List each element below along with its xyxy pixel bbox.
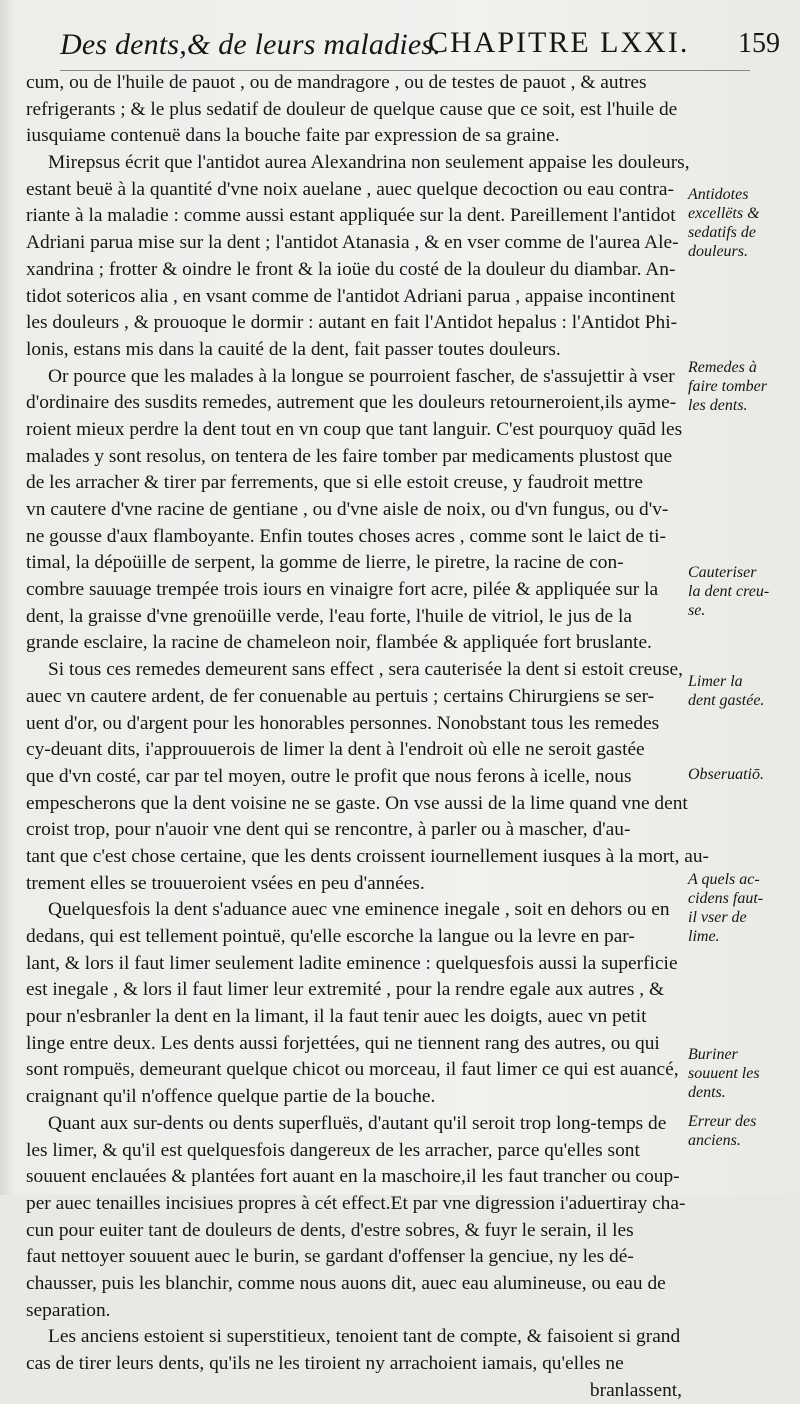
margin-note bbox=[688, 870, 800, 946]
margin-note-line: douleurs. bbox=[688, 243, 748, 260]
running-title: Des dents,& de leurs maladies. bbox=[60, 28, 441, 61]
text-line: timal, la dépoüille de serpent, la gomme de lierre, le piretre, la racine de con- bbox=[26, 552, 624, 574]
margin-note-line: Erreur des bbox=[688, 1113, 757, 1130]
text-line: branlassent, bbox=[589, 1379, 682, 1401]
text-line: Mirepsus écrit que l'antidot aurea Alexandrina non seulement appaise les douleurs, bbox=[48, 152, 690, 174]
text-line: Quelquesfois la dent s'aduance auec vne eminence inegale , soit en dehors ou en bbox=[48, 899, 670, 921]
text-line: lant, & lors il faut limer seulement ladite eminence : quelquesfois aussi la superficie bbox=[26, 952, 678, 974]
text-line: Adriani parua mise sur la dent ; l'antidot Atanasia , & en vser comme de l'aurea Ale- bbox=[26, 232, 679, 254]
margin-note-line: anciens. bbox=[688, 1132, 741, 1149]
text-line: cum, ou de l'huile de pauot , ou de mandragore , ou de testes de pauot , & autres bbox=[26, 72, 647, 93]
text-line: dent, la graisse d'vne grenoüille verde, l'eau forte, l'huile de vitriol, le jus de la bbox=[26, 605, 633, 627]
text-line: que d'vn costé, car par tel moyen, outre le profit que nous ferons à icelle, nous bbox=[26, 765, 632, 787]
text-line: Or pource que les malades à la longue se pourroient fascher, de s'assujettir à vser bbox=[48, 365, 675, 387]
text-line: malades y sont resolus, on tentera de les faire tomber par medicaments plustost que bbox=[26, 445, 673, 467]
text-line: iusquiame contenuë dans la bouche faite par expression de sa graine. bbox=[26, 125, 560, 147]
margin-note-line: Buriner bbox=[688, 1046, 738, 1063]
text-line: combre sauuage trempée trois iours en vinaigre fort acre, pilée & appliquée sur la bbox=[26, 579, 659, 601]
text-line: les douleurs , & prouoque le dormir : autant en fait l'Antidot hepalus : l'Antidot Phi- bbox=[26, 312, 678, 334]
margin-note-line: cidens faut- bbox=[688, 890, 764, 907]
text-line: uent d'or, ou d'argent pour les honorables personnes. Nonobstant tous les remedes bbox=[26, 712, 660, 734]
margin-note bbox=[688, 185, 800, 261]
margin-note-line: excellëts & bbox=[688, 205, 760, 222]
text-line: pour n'esbranler la dent en la limant, il la faut tenir auec les doigts, auec vn petit bbox=[26, 1006, 647, 1028]
margin-note-line: dent gastée. bbox=[688, 692, 765, 709]
text-line: d'ordinaire des susdits remedes, autrement que les douleurs retourneroient,ils ayme- bbox=[26, 392, 677, 414]
margin-note-line: Limer la bbox=[688, 673, 743, 690]
text-line: croist trop, pour n'auoir vne dent qui se rencontre, à parler ou à mascher, d'au- bbox=[26, 819, 631, 841]
margin-note-line: A quels ac- bbox=[688, 871, 760, 888]
margin-note bbox=[688, 358, 800, 415]
text-line: tidot sotericos alia , en vsant comme de l'antidot Adriani parua , appaise incontinent bbox=[26, 285, 676, 307]
margin-note-line: lime. bbox=[688, 928, 720, 945]
margin-note-line: Remedes à bbox=[688, 359, 757, 376]
text-line: per auec tenailles incisiues propres à cét effect.Et par vne digression i'aduertiray cha- bbox=[26, 1192, 686, 1214]
margin-note-line: Cauteriser bbox=[688, 564, 757, 581]
text-line: dedans, qui est tellement pointuë, qu'elle escorche la langue ou la levre en par- bbox=[26, 926, 635, 947]
margin-note bbox=[688, 672, 800, 710]
text-line: sont rompuës, demeurant quelque chicot ou morceau, il faut limer ce qui est auancé, bbox=[26, 1059, 679, 1081]
text-line: empescherons que la dent voisine ne se gaste. On vse aussi de la lime quand vne dent bbox=[26, 792, 688, 814]
margin-note-line: il vser de bbox=[688, 909, 747, 926]
text-line: de les arracher & tirer par ferrements, que si elle estoit creuse, y faudroit mettre bbox=[26, 472, 643, 494]
text-line: cun pour euiter tant de douleurs de dents, d'estre sobres, & fuyr le serain, il les bbox=[26, 1219, 634, 1241]
margin-note-line: se. bbox=[688, 602, 706, 619]
text-line: lonis, estans mis dans la cauité de la dent, fait passer toutes douleurs. bbox=[26, 338, 561, 360]
text-line: cas de tirer leurs dents, qu'ils ne les tiroient ny arrachoient iamais, qu'elles ne bbox=[26, 1353, 624, 1374]
text-line: vn cautere d'vne racine de gentiane , ou d'vne aisle de noix, ou d'vn fungus, ou d'v- bbox=[26, 499, 669, 520]
margin-note bbox=[688, 765, 800, 784]
margin-note-line: la dent creu- bbox=[688, 583, 770, 600]
text-line: est inegale , & lors il faut limer leur extremité , pour la rendre egale aux autres , & bbox=[26, 979, 665, 1001]
margin-note-line: Antidotes bbox=[688, 186, 749, 203]
chapter-heading: CHAPITRE LXXI. bbox=[428, 26, 690, 59]
margin-note-line: faire tomber bbox=[688, 378, 767, 395]
margin-note-line: Obseruatiō. bbox=[688, 766, 764, 783]
text-line: tant que c'est chose certaine, que les dents croissent iournellement iusques à la mort, au- bbox=[26, 845, 710, 867]
running-header bbox=[60, 22, 780, 71]
margin-note bbox=[688, 1112, 800, 1150]
text-line: separation. bbox=[26, 1299, 111, 1321]
text-line: linge entre deux. Les dents aussi forjettées, qui ne tiennent rang des autres, ou qui bbox=[26, 1032, 660, 1054]
text-line: Quant aux sur-dents ou dents superfluës, d'autant qu'il seroit trop long-temps de bbox=[48, 1112, 667, 1134]
text-line: ne gousse d'aux flamboyante. Enfin toutes choses acres , comme sont le laict de ti- bbox=[26, 525, 666, 547]
text-line: riante à la maladie : comme aussi estant appliquée sur la dent. Pareillement l'antidot bbox=[26, 205, 676, 227]
text-line: cy-deuant dits, i'approuuerois de limer la dent à l'endroit où elle ne seroit gastée bbox=[26, 739, 645, 761]
text-line: grande esclaire, la racine de chameleon noir, flambée & appliquée fort bruslante. bbox=[26, 632, 652, 654]
text-line: les limer, & qu'il est quelquesfois dangereux de les arracher, parce qu'elles sont bbox=[26, 1139, 640, 1161]
margin-note-line: dents. bbox=[688, 1084, 726, 1101]
margin-note-line: souuent les bbox=[688, 1065, 760, 1082]
text-line: Si tous ces remedes demeurent sans effect , sera cauterisée la dent si estoit creuse, bbox=[48, 659, 683, 681]
page-number: 159 bbox=[738, 28, 780, 59]
text-line: auec vn cautere ardent, de fer conuenable au pertuis ; certains Chirurgiens se ser- bbox=[26, 685, 655, 707]
text-line: souuent enclauées & plantées fort auant en la maschoire,il les faut trancher ou coup- bbox=[26, 1166, 680, 1188]
text-line: craignant qu'il n'offence quelque partie de la bouche. bbox=[26, 1086, 436, 1108]
margin-note bbox=[688, 1045, 800, 1102]
text-line: chausser, puis les blanchir, comme nous auons dit, auec eau alumineuse, ou eau de bbox=[26, 1272, 666, 1294]
margin-note-line: les dents. bbox=[688, 397, 748, 414]
text-line: xandrina ; frotter & oindre le front & la ioüe du costé de la douleur du diambar. An- bbox=[26, 258, 676, 280]
margin-note bbox=[688, 563, 800, 620]
text-line: roient mieux perdre la dent tout en vn coup que tant languir. C'est pourquoy quād les bbox=[26, 418, 683, 440]
text-line: refrigerants ; & le plus sedatif de douleur de quelque cause que ce soit, est l'huile de bbox=[26, 98, 678, 120]
text-line: estant beuë à la quantité d'vne noix auelane , auec quelque decoction ou eau contra- bbox=[26, 178, 674, 200]
text-line: Les anciens estoient si superstitieux, tenoient tant de compte, & faisoient si grand bbox=[48, 1326, 681, 1348]
body-text bbox=[26, 70, 710, 1404]
margin-note-line: sedatifs de bbox=[688, 224, 756, 241]
text-line: trement elles se trouueroient vsées en peu d'années. bbox=[26, 872, 425, 894]
text-line: faut nettoyer souuent auec le burin, se gardant d'offenser la genciue, ny les dé- bbox=[26, 1246, 634, 1268]
